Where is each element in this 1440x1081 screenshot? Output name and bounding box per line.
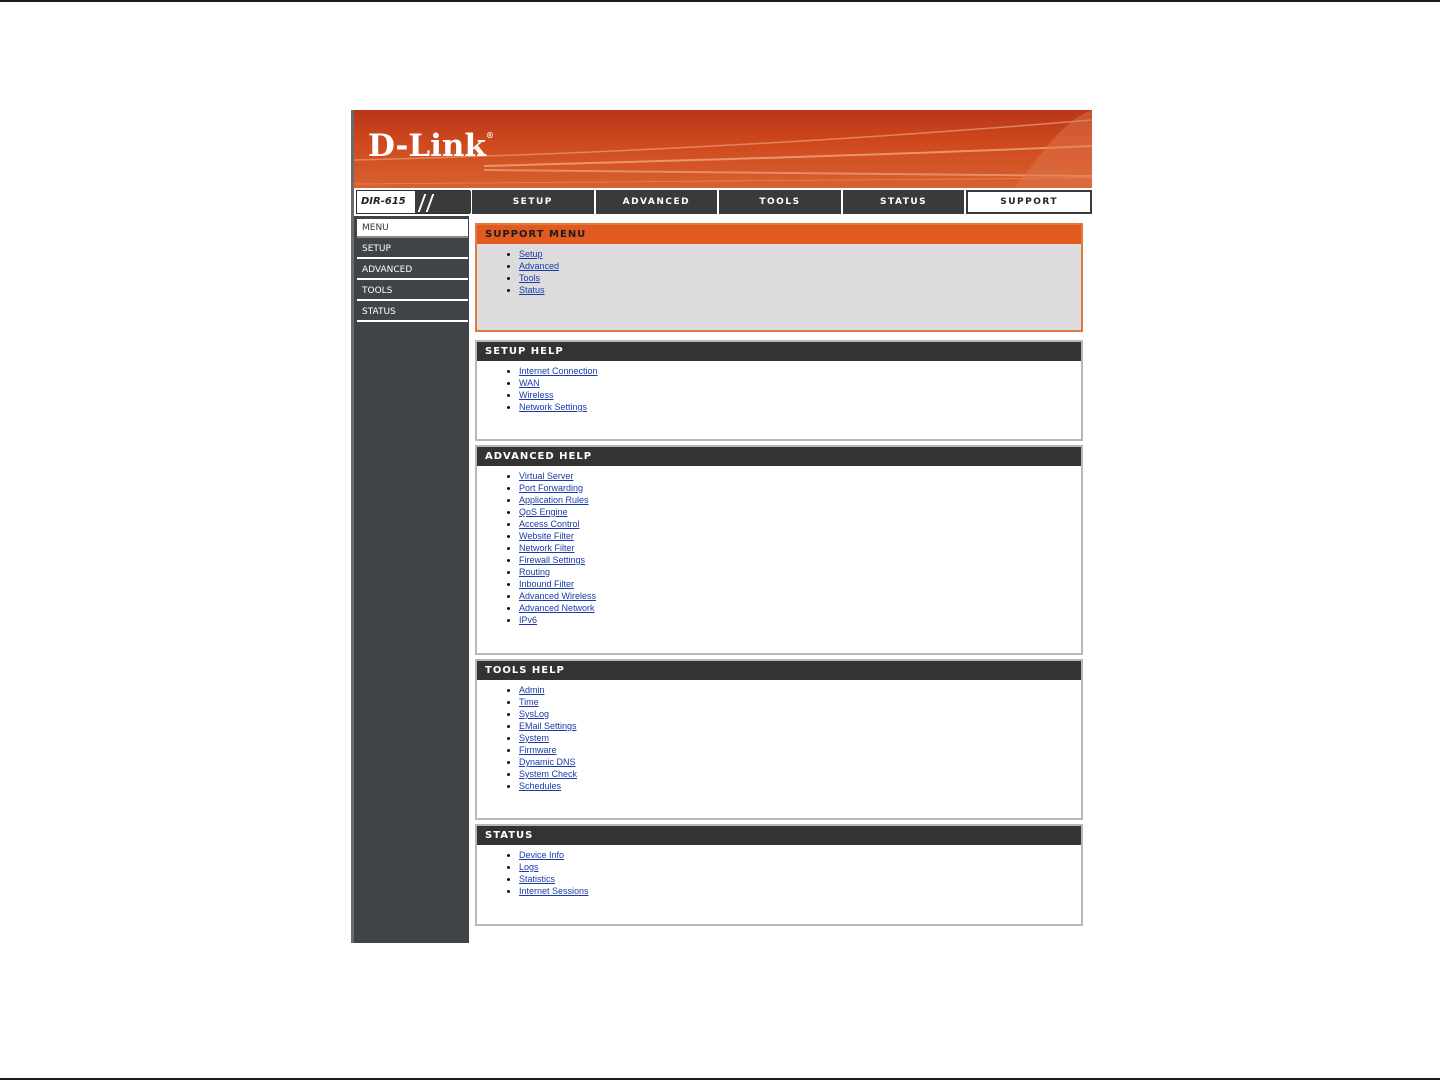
sidebar-item-setup[interactable]: SETUP	[357, 240, 468, 259]
sidebar-item-tools[interactable]: TOOLS	[357, 282, 468, 301]
link-advanced-network[interactable]: Advanced Network	[519, 603, 595, 613]
link-internet-sessions[interactable]: Internet Sessions	[519, 886, 589, 896]
main-tabs	[472, 190, 1092, 214]
list-item	[519, 873, 1081, 885]
link-syslog[interactable]: SysLog	[519, 709, 550, 719]
list-item	[519, 284, 1081, 296]
link-email-settings[interactable]: EMail Settings	[519, 721, 577, 731]
link-wireless[interactable]: Wireless	[519, 390, 554, 400]
list-item	[519, 708, 1081, 720]
model-badge	[356, 190, 470, 214]
link-website-filter[interactable]: Website Filter	[519, 531, 574, 541]
link-routing[interactable]: Routing	[519, 567, 551, 577]
list-item	[519, 780, 1081, 792]
link-list	[477, 244, 1081, 296]
link-network-settings[interactable]: Network Settings	[519, 402, 588, 412]
list-item	[519, 756, 1081, 768]
tab-support[interactable]: SUPPORT	[966, 190, 1092, 214]
link-system-check[interactable]: System Check	[519, 769, 578, 779]
list-item	[519, 885, 1081, 897]
link-status[interactable]: Status	[519, 285, 545, 295]
list-item	[519, 260, 1081, 272]
list-item	[519, 684, 1081, 696]
list-item	[519, 365, 1081, 377]
link-port-forwarding[interactable]: Port Forwarding	[519, 483, 584, 493]
list-item	[519, 248, 1081, 260]
bottom-page-rule	[0, 1078, 1440, 1080]
list-item	[519, 482, 1081, 494]
tab-advanced[interactable]: ADVANCED	[596, 190, 718, 214]
panel-title: SETUP HELP	[477, 342, 1081, 361]
link-application-rules[interactable]: Application Rules	[519, 495, 589, 505]
sidebar-item-advanced[interactable]: ADVANCED	[357, 261, 468, 280]
link-setup[interactable]: Setup	[519, 249, 543, 259]
list-item	[519, 470, 1081, 482]
link-firmware[interactable]: Firmware	[519, 745, 557, 755]
link-inbound-filter[interactable]: Inbound Filter	[519, 579, 575, 589]
sidebar-item-menu[interactable]: MENU	[357, 219, 468, 238]
link-qos-engine[interactable]: QoS Engine	[519, 507, 568, 517]
link-statistics[interactable]: Statistics	[519, 874, 556, 884]
status-panel	[475, 824, 1083, 926]
panel-title: ADVANCED HELP	[477, 447, 1081, 466]
top-page-rule	[0, 0, 1440, 2]
list-item	[519, 578, 1081, 590]
link-schedules[interactable]: Schedules	[519, 781, 562, 791]
link-advanced[interactable]: Advanced	[519, 261, 560, 271]
list-item	[519, 602, 1081, 614]
advanced-help-panel	[475, 445, 1083, 655]
link-list	[477, 680, 1081, 792]
link-dynamic-dns[interactable]: Dynamic DNS	[519, 757, 576, 767]
logo-text: D-Link	[368, 128, 486, 164]
link-ipv6[interactable]: IPv6	[519, 615, 538, 625]
list-item	[519, 849, 1081, 861]
list-item	[519, 272, 1081, 284]
link-device-info[interactable]: Device Info	[519, 850, 565, 860]
list-item	[519, 530, 1081, 542]
list-item	[519, 614, 1081, 626]
link-virtual-server[interactable]: Virtual Server	[519, 471, 574, 481]
tab-status[interactable]: STATUS	[843, 190, 965, 214]
link-advanced-wireless[interactable]: Advanced Wireless	[519, 591, 597, 601]
link-list	[477, 845, 1081, 897]
sidebar	[354, 216, 469, 943]
list-item	[519, 377, 1081, 389]
list-item	[519, 696, 1081, 708]
link-time[interactable]: Time	[519, 697, 539, 707]
trademark-mark: ®	[485, 130, 494, 140]
list-item	[519, 590, 1081, 602]
list-item	[519, 768, 1081, 780]
link-firewall-settings[interactable]: Firewall Settings	[519, 555, 586, 565]
router-web-ui	[351, 110, 1092, 943]
model-number: DIR-615	[361, 196, 406, 207]
link-wan[interactable]: WAN	[519, 378, 540, 388]
link-tools[interactable]: Tools	[519, 273, 541, 283]
main-content	[469, 216, 1092, 943]
list-item	[519, 554, 1081, 566]
link-admin[interactable]: Admin	[519, 685, 545, 695]
tab-setup[interactable]: SETUP	[472, 190, 594, 214]
header-banner	[354, 110, 1092, 188]
list-item	[519, 542, 1081, 554]
list-item	[519, 566, 1081, 578]
panel-title: SUPPORT MENU	[477, 225, 1081, 244]
link-access-control[interactable]: Access Control	[519, 519, 580, 529]
list-item	[519, 401, 1081, 413]
link-list	[477, 466, 1081, 626]
list-item	[519, 389, 1081, 401]
list-item	[519, 494, 1081, 506]
list-item	[519, 518, 1081, 530]
list-item	[519, 861, 1081, 873]
dlink-logo	[368, 128, 494, 164]
link-system[interactable]: System	[519, 733, 550, 743]
link-list	[477, 361, 1081, 413]
link-logs[interactable]: Logs	[519, 862, 539, 872]
tools-help-panel	[475, 659, 1083, 820]
list-item	[519, 506, 1081, 518]
link-internet-connection[interactable]: Internet Connection	[519, 366, 598, 376]
list-item	[519, 720, 1081, 732]
model-slash-graphic	[415, 191, 471, 213]
panel-title: TOOLS HELP	[477, 661, 1081, 680]
top-navigation	[354, 188, 1092, 216]
panel-title: STATUS	[477, 826, 1081, 845]
support-menu-panel	[475, 223, 1083, 332]
list-item	[519, 732, 1081, 744]
list-item	[519, 744, 1081, 756]
tab-tools[interactable]: TOOLS	[719, 190, 841, 214]
setup-help-panel	[475, 340, 1083, 441]
link-network-filter[interactable]: Network Filter	[519, 543, 575, 553]
sidebar-item-status[interactable]: STATUS	[357, 303, 468, 322]
